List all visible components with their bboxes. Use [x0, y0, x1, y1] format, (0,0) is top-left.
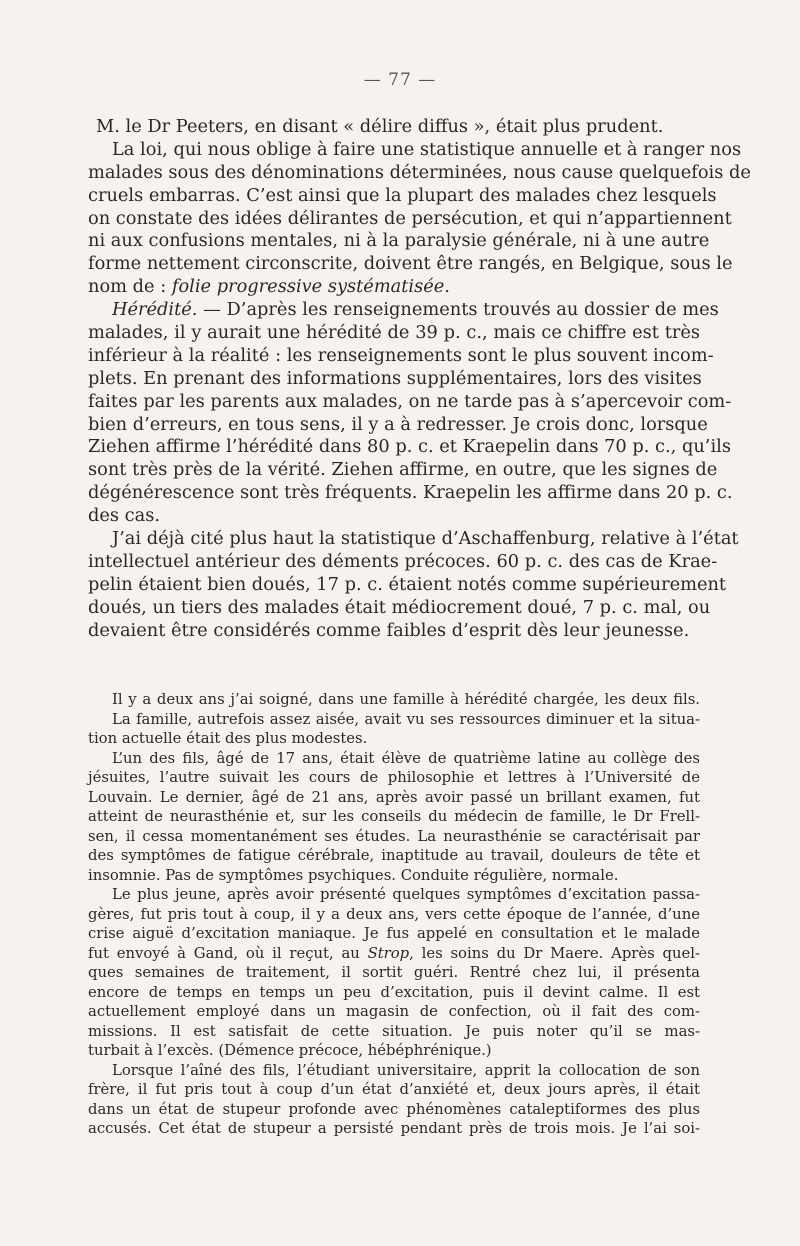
note-line [88, 944, 700, 964]
note-line: actuellement employé dans un magasin de confection, où il fait des com- [88, 1003, 700, 1020]
note-line: turbait à l’excès. (Démence précoce, hébéphrénique.) [88, 1042, 492, 1059]
main-line: Ziehen affirme l’hérédité dans 80 p. c. et Kraepelin dans 70 p. c., qu’ils [88, 436, 731, 458]
main-line: intellectuel antérieur des déments précoces. 60 p. c. des cas de Krae- [88, 550, 718, 572]
main-line: pelin étaient bien doués, 17 p. c. étaient notés comme supérieurement [88, 573, 727, 595]
main-line: malades sous des dénominations déterminées, nous cause quelquefois de [88, 161, 751, 183]
case-note [88, 690, 700, 1139]
note-line-italic: Strop [367, 944, 410, 962]
main-line: M. le Dr Peeters, en disant « délire diffus », était plus prudent. [96, 116, 664, 137]
note-line: jésuites, l’autre suivait les cours de philosophie et lettres à l’Université de [88, 769, 700, 786]
note-line: L’un des fils, âgé de 17 ans, était élève de quatrième latine au collège des [112, 749, 700, 767]
note-line: gères, fut pris tout à coup, il y a deux ans, vers cette époque de l’année, d’une [88, 905, 700, 923]
note-line: Il y a deux ans j’ai soigné, dans une famille à hérédité chargée, les deux fils. [112, 691, 700, 708]
main-line-lead: nom de : [88, 276, 172, 298]
note-line: accusés. Cet état de stupeur a persisté pendant près de trois mois. Je l’ai soi- [88, 1120, 700, 1137]
main-line: La loi, qui nous oblige à faire une statistique annuelle et à ranger nos [112, 138, 742, 160]
main-line: plets. En prenant des informations supplémentaires, lors des visites [88, 367, 702, 389]
page-number: — 77 — [363, 70, 437, 90]
main-line: sont très près de la vérité. Ziehen affirme, en outre, que les signes de [88, 459, 718, 481]
note-line: Le plus jeune, après avoir présenté quelques symptômes d’excitation passa- [112, 886, 700, 903]
main-line [88, 299, 719, 322]
note-line: ques semaines de traitement, il sortit guéri. Rentré chez lui, il présenta [88, 964, 700, 981]
note-line: Louvain. Le dernier, âgé de 21 ans, après avoir passé un brillant examen, fut [88, 788, 700, 806]
note-line: sen, il cessa momentanément ses études. La neurasthénie se caractérisait par [88, 827, 700, 845]
note-line: La famille, autrefois assez aisée, avait vu ses ressources diminuer et la situa- [112, 710, 700, 728]
main-line: dégénérescence sont très fréquents. Kraepelin les affirme dans 20 p. c. [88, 482, 733, 504]
note-line: missions. Il est satisfait de cette situation. Je puis noter qu’il se mas- [88, 1022, 700, 1040]
main-line: on constate des idées délirantes de persécution, et qui n’appartiennent [88, 207, 732, 229]
note-line: encore de temps en temps un peu d’excitation, puis il devint calme. Il est [88, 983, 700, 1001]
main-line-italic: folie progressive systématisée. [171, 276, 450, 298]
main-line: forme nettement circonscrite, doivent être rangés, en Belgique, sous le [88, 253, 733, 275]
note-line-lead: fut envoyé à Gand, où il reçut, au [88, 944, 368, 962]
main-line: cruels embarras. C’est ainsi que la plupart des malades chez lesquels [88, 184, 717, 206]
main-line: des cas. [88, 505, 161, 527]
main-line: devaient être considérés comme faibles d’esprit dès leur jeunesse. [88, 619, 690, 641]
main-line: bien d’erreurs, en tous sens, il y a à redresser. Je crois donc, lorsque [88, 413, 708, 435]
main-line: J’ai déjà cité plus haut la statistique d’Aschaffenburg, relative à l’état [112, 528, 739, 550]
main-line [88, 276, 700, 299]
note-line: tion actuelle était des plus modestes. [88, 730, 368, 747]
main-line: ni aux confusions mentales, ni à la paralysie générale, ni à une autre [88, 230, 710, 252]
note-line: dans un état de stupeur profonde avec phénomènes cataleptiformes des plus [88, 1100, 700, 1118]
note-line: Lorsque l’aîné des fils, l’étudiant universitaire, apprit la collocation de son [112, 1061, 700, 1079]
note-line: des symptômes de fatigue cérébrale, inaptitude au travail, douleurs de tête et [88, 847, 700, 864]
section-heading-heredite: Hérédité. [112, 299, 198, 321]
note-line: atteint de neurasthénie et, sur les conseils du médecin de famille, le Dr Frell- [88, 808, 700, 825]
main-line: inférieur à la réalité : les renseignements sont le plus souvent incom- [88, 344, 714, 366]
main-text [88, 116, 751, 642]
main-line: faites par les parents aux malades, on ne tarde pas à s’apercevoir com- [88, 390, 732, 412]
note-line: insomnie. Pas de symptômes psychiques. Conduite régulière, normale. [88, 866, 619, 884]
main-line: malades, il y aurait une hérédité de 39 p. c., mais ce chiffre est très [88, 322, 700, 344]
main-line-rest: — D’après les renseignements trouvés au dossier de mes [197, 299, 719, 321]
note-line: frère, il fut pris tout à coup d’un état d’anxiété et, deux jours après, il était [88, 1081, 700, 1098]
main-line: doués, un tiers des malades était médiocrement doué, 7 p. c. mal, ou [88, 596, 711, 618]
note-line: crise aiguë d’excitation maniaque. Je fus appelé en consultation et le malade [88, 925, 700, 942]
note-line-rest: , les soins du Dr Maere. Après quel- [409, 944, 700, 962]
